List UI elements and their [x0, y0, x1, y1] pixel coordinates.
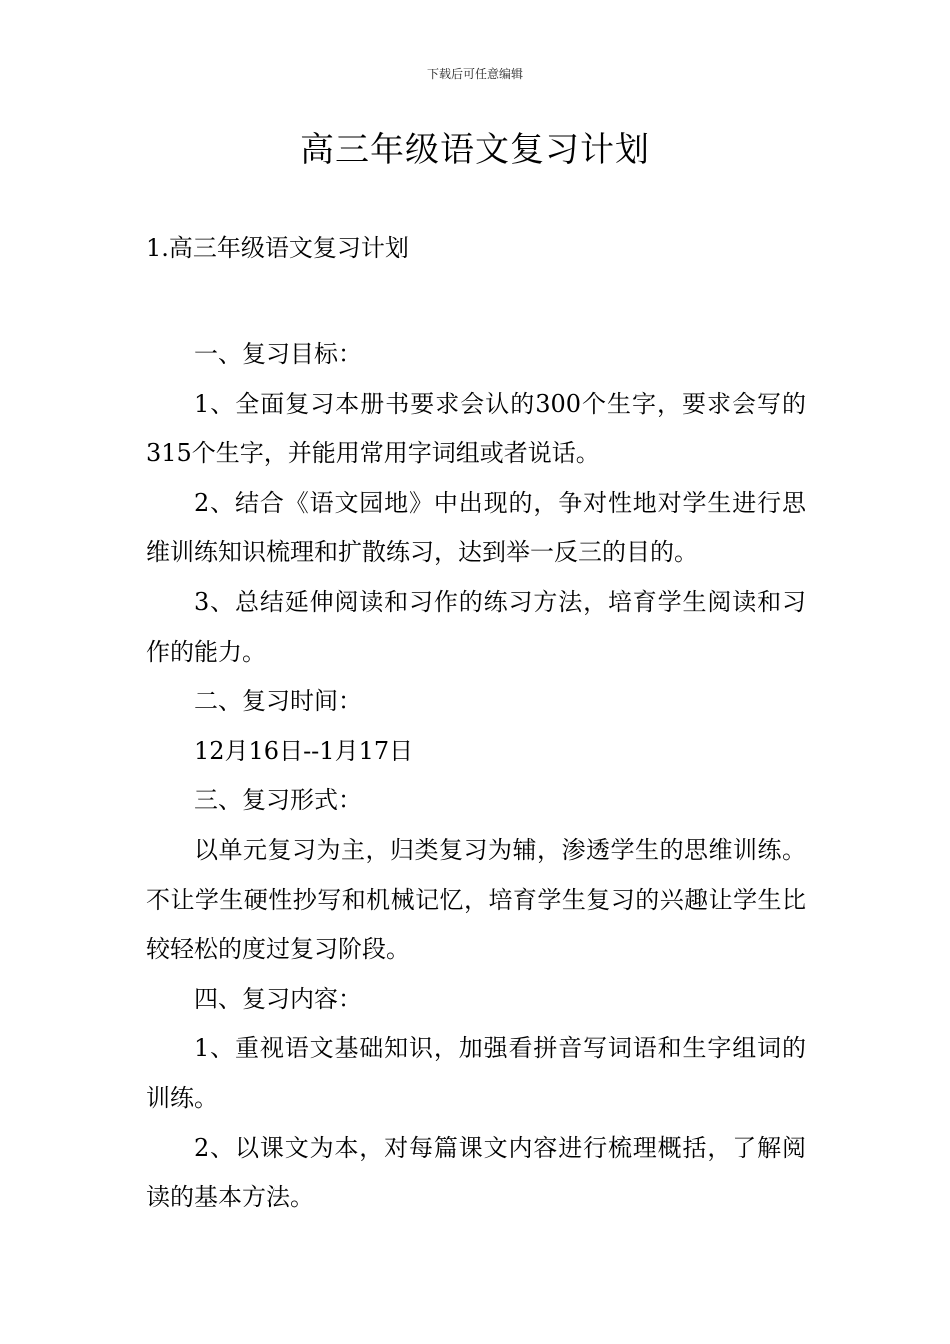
section-heading: 1.高三年级语文复习计划: [146, 234, 409, 262]
heading-review-content: 四、复习内容：: [194, 984, 362, 1013]
review-time-range: 12月16日--1月17日: [194, 736, 414, 765]
content-item-2: 2、以课文为本，对每篇课文内容进行梳理概括，了解阅读的基本方法。: [146, 1133, 806, 1212]
heading-review-goals: 一、复习目标：: [194, 340, 362, 368]
heading-review-time: 二、复习时间：: [194, 687, 362, 716]
review-format-text: 以单元复习为主，归类复习为辅，渗透学生的思维训练。不让学生硬性抄写和机械记忆，培育学生复习的兴趣让学生比较轻松的度过复习阶段。: [146, 835, 806, 964]
goal-item-3: 3、总结延伸阅读和习作的练习方法，培育学生阅读和习作的能力。: [146, 587, 806, 666]
header-note: 下载后可任意编辑: [426, 67, 523, 81]
goal-item-2: 2、结合《语文园地》中出现的，争对性地对学生进行思维训练知识梳理和扩散练习，达到举一反三的目的。: [146, 488, 806, 567]
content-item-1: 1、重视语文基础知识，加强看拼音写词语和生字组词的训练。: [146, 1034, 806, 1112]
document-body: [146, 330, 806, 1223]
goal-item-1: 1、全面复习本册书要求会认的300个生字，要求会写的315个生字，并能用常用字词组或者说话。: [146, 389, 806, 468]
document-title: 高三年级语文复习计划: [300, 130, 650, 170]
heading-review-format: 三、复习形式：: [194, 786, 362, 815]
